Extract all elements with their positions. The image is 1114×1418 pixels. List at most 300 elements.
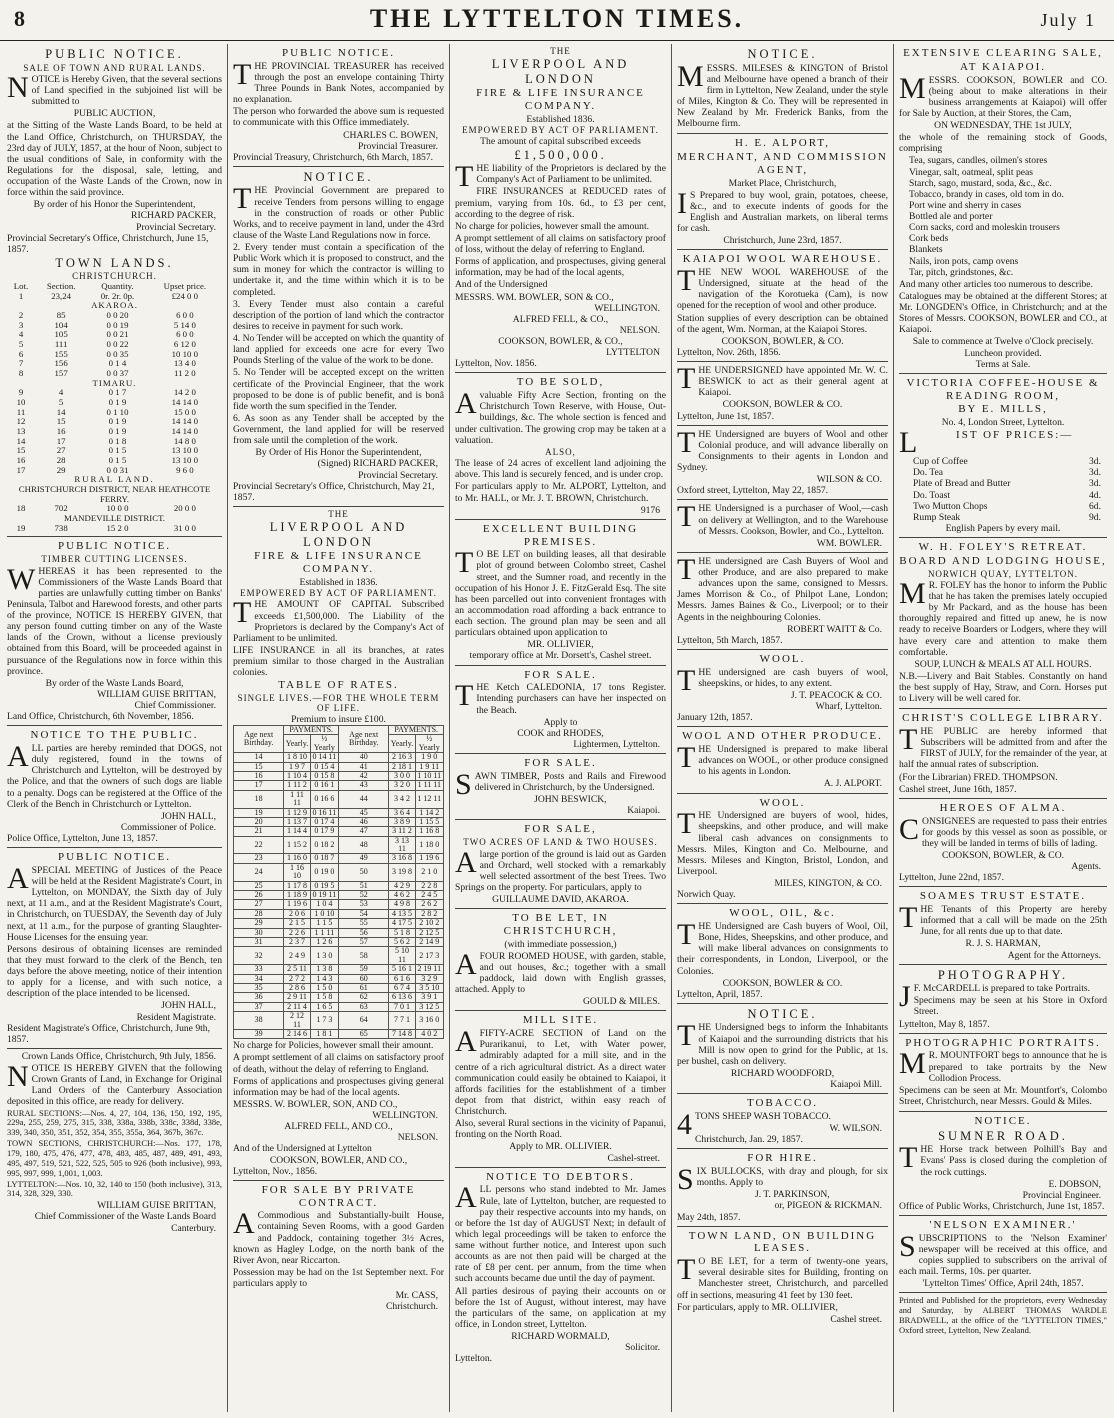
table-cell: 0 0 35 [106,348,129,359]
lyttelton-sections: LYTTELTON:—Nos. 10, 32, 140 to 150 (both inclusive), 313, 314, 328, 329, 330. [7,1178,222,1199]
lots-header: Lot. Section. Quantity. Upset price. [13,280,207,291]
table-cell: 2 7 2 [284,974,310,983]
table-cell: 4 [18,329,24,340]
page-number: 8 [14,6,25,31]
table-cell: 14 14 0 [171,396,199,407]
ad-body: THE Undersigned are buyers of wool, hides, sheepskins, and other produce, and will make liberal cash advances on consignments to Messrs. Miles, Kington and Co. Melbourne, and Messrs. Mileses and Kington, Bristol, London, and Liverpool. [677,807,888,877]
christchurch-heading: CHRISTCHURCH. [72,271,157,282]
table-cell: 2 8 2 [415,909,443,918]
ad-body: THE PUBLIC are hereby informed that Subscribers will be admitted from and after the FIRST of JULY, for the remainder of the year, at half the annual rates of subscription. [899,723,1107,771]
ad-agent-place: NELSON. [397,1132,438,1144]
ad-date: Oxford street, Lyttelton, May 22, 1857. [677,485,829,497]
drop-cap: T [899,723,918,757]
ad-body-2: the whole of the remaining stock of Goods, comprising [899,132,1107,155]
table-cell: 1 8 1 [310,1029,338,1038]
ad-body: 4 TONS SHEEP WASH TOBACCO. [677,1107,831,1141]
ad-signer: WM. BOWLER. [816,537,882,549]
table-cell: 29 [234,919,284,928]
drop-cap: A [7,861,29,895]
table-cell: 10 [16,396,26,407]
ad-also: ALSO, [545,446,576,457]
drop-cap: S [455,767,472,801]
price-row [899,501,1107,512]
ad-body-2: For particulars, apply to MR. OLLIVIER, [677,1301,838,1313]
ad-beswick-agent [677,362,888,426]
price-row [899,467,1107,478]
table-cell: 5 1 8 [389,928,415,937]
ad-date: January 12th, 1857. [677,712,753,724]
table-cell: 3 [18,319,24,330]
table-cell: 2 14 9 [415,937,443,946]
table-cell: 6 [18,348,24,359]
table-cell: 1 3 0 [310,947,338,965]
ad-signer-title: Resident Magistrate. [136,1011,216,1023]
ad-place: Market Place, Christchurch, [728,177,837,189]
price-item: Two Mutton Chops [913,500,988,512]
table-cell: 1 5 0 [310,983,338,992]
drop-cap: T [677,807,696,841]
table-row [234,947,444,965]
ad-body: NOTICE is Hereby Given, that the several sections of Land specified in the subjoined list will be submitted to [7,70,222,108]
ad-body: THE undersigned are cash buyers of wool, sheepskins, or hides, to any extent. [677,663,888,697]
table-cell: 6 0 0 [176,309,194,320]
drop-cap: N [7,1060,29,1094]
ad-signer: GOULD & MILES. [582,996,660,1008]
ad-body-2: Specimens can be seen at Mr. Mountfort's, Colombo Street, Christchurch, near Messrs. Gould & Miles. [899,1084,1107,1107]
ad-body: THE NEW WOOL WAREHOUSE of the Undersigned, situate at the head of the navigation of the Korotueka (Cam), is now opened for the reception of wool and other produce. [677,264,888,312]
ad-subtitle: TIMBER CUTTING LICENSES. [41,554,188,565]
drop-cap: L [899,426,920,460]
table-cell: 2 11 4 [284,1002,310,1011]
list-item: Port wine and sherry in cases [909,199,1022,211]
ad-office: Office of Public Works, Christchurch, June 1st, 1857. [899,1200,1105,1212]
drop-cap: M [899,576,926,610]
ad-signer: J. T. PARKINSON, [754,1189,830,1201]
table-cell: 36 [234,993,284,1002]
ad-wool-oil [677,904,888,1004]
table-cell: 0 16 6 [310,790,338,808]
ad-body: THE AMOUNT OF CAPITAL Subscribed exceeds £1,500,000. The Liability of the Proprietors is declared by the Company's Act of Parliament to be unlimited. [233,596,444,644]
ad-subtitle: SALE OF TOWN AND RURAL LANDS. [23,62,206,73]
table-cell: 4 13 5 [389,909,415,918]
table-cell: 47 [339,827,389,836]
price-row [899,456,1107,467]
ad-mill-site [455,1011,666,1167]
drop-cap: T [677,1253,696,1287]
lot-row: 1 23,24 0r. 2r. 0p. £24 0 0 [18,290,199,301]
table-cell: 3 6 4 [389,808,415,817]
ad-the: THE [328,508,349,519]
table-cell: 13 4 0 [173,358,196,369]
ad-title: NOTICE. [974,1115,1032,1128]
table-cell: 1 16 0 [284,854,310,863]
ad-agent-place: WELLINGTON. [372,1110,438,1122]
ad-body: M R. MOUNTFORT begs to announce that he is prepared to take portraits by the New Collodion Process. [899,1047,1107,1084]
ad-body: THE Horse track between Polhill's Bay and Evans' Pass is closed during the completion of the rock cuttings. [899,1141,1107,1178]
table-cell: 56 [339,928,389,937]
ad-signer: COOKSON, BOWLER & CO. [722,399,843,411]
table-cell: 2 8 6 [284,983,310,992]
ad-title: WOOL. [759,652,806,665]
ad-signer-title: Agent for the Attorneys. [1007,949,1101,961]
drop-cap: T [677,425,696,459]
price-item: Plate of Bread and Butter [913,478,1011,490]
table-cell: 7 0 1 [389,1002,415,1011]
table-cell: 0 0 20 [106,309,129,320]
table-cell: 6 12 0 [173,338,196,349]
ad-signer: JOHN BESWICK, [534,794,607,806]
table-cell: 0 17 9 [310,827,338,836]
tender-item: 3. Every Tender must also contain a careful description of the portion of land which the contractor desires to receive in payment for such work. [233,298,444,332]
table-row [234,817,444,826]
ad-body-4: Catalogues may be obtained at the different Stores; at Mr. LONGDEN's Office, in Christchurch; and at the Stores of Messrs. COOKSON, BOWLER and CO., at Kaiapoi. [899,290,1107,336]
price-list-title: L IST OF PRICES:— [899,426,1074,460]
ad-date: Cashel street, June 16th, 1857. [899,783,1017,795]
table-cell: 27 [56,445,66,456]
ad-signer: COOKSON, BOWLER, & CO. [941,849,1065,861]
table-cell: 0 0 22 [106,338,129,349]
table-row [234,753,444,762]
rates-header: Age next Birthday. PAYMENTS. Age next Birthday. PAYMENTS. [234,726,444,735]
table-cell: 2 6 2 [415,900,443,909]
ad-ref: 9176 [640,504,660,516]
ad-body: THE Provincial Government are prepared to receive Tenders from persons willing to engage in the construction of roads or other Public Works, and to receive payment in land, under the 43rd clause of the Waste Land Regulations now in force. [233,182,444,241]
drop-cap: T [677,918,696,951]
table-cell: 60 [339,974,389,983]
table-row [234,993,444,1002]
ad-signer: RICHARD WORMALD, [511,1331,610,1342]
table-cell: 13 10 0 [171,454,199,465]
table-cell: 14 8 0 [173,435,196,446]
ad-office: Provincial Secretary's Office, Christchurch, June 15, 1857. [7,232,209,255]
table-cell: 1 15 2 [284,836,310,854]
table-cell: 1 0 4 [310,900,338,909]
rural-land-heading: RURAL LAND. [74,474,155,485]
table-cell: 18 [234,790,284,808]
drop-cap: S [899,1229,916,1263]
ad-agent-place: NELSON. [619,324,660,336]
ad-title: 'NELSON EXAMINER.' [929,1219,1077,1232]
column-1 [2,44,227,1412]
capital-intro: The amount of capital subscribed exceeds [480,135,641,147]
ad-photography [899,965,1107,1034]
imprint [899,1293,1107,1339]
ad-coffee-house [899,374,1107,538]
table-cell: 16 [56,425,66,436]
price-row [899,478,1107,489]
ad-two-acres [455,820,666,909]
table-cell: 14 14 0 [171,416,199,427]
ad-date: May 24th, 1857. [677,1211,741,1223]
ad-body-2: FIRE INSURANCES at REDUCED rates of premium, varying from 10s. 6d., to £3 per cent, according to the degree of risk. [455,186,666,220]
table-cell: 48 [339,836,389,854]
ad-office: Crown Lands Office, Christchurch, 9th July, 1856. [21,1050,216,1062]
table-cell: 1 7 3 [310,1012,338,1030]
ad-title: FOR HIRE. [747,1152,818,1165]
table-cell: 4 0 2 [415,1029,443,1038]
newspaper-title: THE LYTTELTON TIMES. [369,4,745,33]
table-cell: 6 1 6 [389,974,415,983]
ad-body-5: Sale to commence at Twelve o'Clock precisely. [912,336,1094,348]
table-row [234,863,444,881]
ad-office: Police Office, Lyttelton, June 13, 1857. [7,833,158,845]
ad-body-2: (For the Librarian) FRED. THOMPSON. [899,771,1058,783]
ad-body-2: Persons desirous of obtaining licenses are reminded that they must forward to the clerk of the Bench, ten days before the above meeting, notice of their intention to apply for a license, and with such notice, a description of the place intended to be licensed. [7,943,222,1000]
table-cell: 4 9 8 [389,900,415,909]
table-cell: 4 [58,387,64,398]
ad-title: PUBLIC NOTICE. [58,540,171,553]
ad-title: TOWN LAND, ON BUILDING LEASES. [688,1229,877,1255]
table-cell: 0 14 11 [310,753,338,762]
table-cell: 20 [234,817,284,826]
drop-cap: A [455,947,477,981]
ad-body-2: SOUP, LUNCH & MEALS AT ALL HOURS. [914,658,1092,670]
ad-signer: Mr. CASS, [395,1290,438,1302]
ad-body: Avaluable Fifty Acre Section, fronting on the Christchurch Town Reserve, with House, Out-buildings, &c. The whole section is fenced and under cultivation. The growing crop may be taken at a valuation. [455,387,666,446]
price-value: 6d. [1089,500,1101,512]
ad-agent-intro: And of the Undersigned at Lyttelton [233,1143,372,1155]
ad-title: WOOL, OIL, &c. [729,907,836,920]
ad-title: KAIAPOI WOOL WAREHOUSE. [682,253,883,266]
table-cell: 43 [339,781,389,790]
ad-signer-title: Lightermen, Lyttelton. [573,738,660,750]
table-cell: 3 11 2 [389,827,415,836]
table-cell: 2 12 5 [415,928,443,937]
table-cell: 0 1 5 [108,445,127,456]
ad-signer-title: Provincial Treasurer. [358,140,438,152]
rates-table [233,725,444,1039]
ad-signer-title: Chief Commissioner of the Waste Lands Board Canterbury. [34,1211,216,1234]
ad-body: THE Undersigned are Cash buyers of Wool, Oil, Bone, Hides, Sheepskins, and other produce, and will make liberal advances on consignments to their correspondents, in London, Liverpool, or the Colonies. [677,918,888,977]
ad-signer-title: Provincial Secretary. [358,469,438,481]
ad-title: NOTICE. [747,1006,818,1021]
ad-body: THE Ketch CALEDONIA, 17 tons Register. Intending purchasers can have her inspected on the Beach. [455,679,666,716]
table-cell: 5 16 1 [389,965,415,974]
table-cell: 50 [339,863,389,881]
rates-subheader: Yearly. ½ Yearly Yearly. ½ Yearly [234,735,444,753]
ad-body: M R. FOLEY has the honor to inform the Public that he has taken the premises lately occupied by Mr Packard, and as the house has been thoroughly repaired and fitted up anew, he is now ready to receive Boarders or Lodgers, where they will have every care and attention to make them comfortable. [899,576,1107,658]
ad-title: LIVERPOOL AND LONDON [491,57,630,86]
table-cell: 7 14 8 [389,1029,415,1038]
table-cell: 0 0 19 [106,319,129,330]
district-heading: CHRISTCHURCH DISTRICT, NEAR HEATHCOTE FERRY. [18,483,211,504]
ad-body: J F. McCARDELL is prepared to take Portraits. [899,980,1091,1014]
ad-signer-title: temporary office at Mr. Dorsett's, Cashel street. [469,650,652,662]
table-cell: 15 [234,762,284,771]
table-row [234,854,444,863]
ad-title: WOOL AND OTHER PRODUCE. [682,730,883,743]
table-cell: 85 [56,309,66,320]
ad-body: ASPECIAL MEETING of Justices of the Peace will be held at the Resident Magistrate's Court, in Lyttelton, on MONDAY, the Sixth day of July next, at 11 a.m., and at the Resident Magistrate's Court, in Christchurch, on TUESDAY, the Seventh day of July next, at 11 a.m., for the purpose of granting Slaughter-House Licenses for the ensuing year. [7,861,222,943]
ad-alport [677,134,888,250]
table-cell: 15 [16,445,26,456]
ad-signer: COOKSON, BOWLER, & CO. [721,335,844,347]
table-cell: 23 [234,854,284,863]
table-cell: 2 0 6 [284,909,310,918]
table-cell: 1 6 5 [310,1002,338,1011]
drop-cap: M [677,59,704,93]
ad-by-order: By order of his Honor the Superintendent, [33,199,196,211]
table-cell: 58 [339,947,389,965]
ad-body: THE PROVINCIAL TREASURER has received through the post an envelope containing Thirty Three Pounds in Bank Notes, accompanied by no explanation. [233,57,444,106]
drop-cap: 4 [677,1107,692,1141]
table-cell: 17 [16,464,26,475]
table-cell: 1 11 2 [284,781,310,790]
table-cell: 33 [234,965,284,974]
table-cell: 2 1 0 [415,863,443,881]
table-cell: 2 16 3 [389,753,415,762]
table-cell: 21 [234,827,284,836]
table-cell: 24 [234,863,284,881]
drop-cap: S [677,1163,694,1196]
table-cell: 4 6 2 [389,891,415,900]
ad-crown-grants [7,1049,222,1237]
table-cell: 155 [54,348,68,359]
drop-cap: T [677,663,696,697]
table-cell: 1 4 3 [310,974,338,983]
ad-title: EXCELLENT BUILDING PREMISES. [482,522,639,548]
table-cell: 1 16 8 [415,827,443,836]
table-cell: 0 1 9 [108,396,127,407]
ad-title: VICTORIA COFFEE-HOUSE & READING ROOM, [906,376,1100,402]
ad-date: Lyttelton, 5th March, 1857. [677,634,783,646]
drop-cap: A [455,1025,477,1059]
table-cell: 0 1 9 [108,425,127,436]
table-row [234,781,444,790]
column-5 [893,44,1112,1412]
table-cell: 2 [18,309,24,320]
table-cell: 14 [16,435,26,446]
table-row [234,974,444,983]
ad-date: Lyttelton, Nov. 26th, 1856. [677,346,781,358]
table-cell: 1 12 11 [415,790,443,808]
table-cell: 3 0 0 [389,771,415,780]
table-cell: 3 4 2 [389,790,415,808]
ad-apply: Apply to [543,716,578,728]
table-cell: 28 [56,454,66,465]
ad-title: CHRIST'S COLLEGE LIBRARY. [902,712,1104,725]
table-cell: 11 2 0 [174,367,196,378]
ad-title: EXTENSIVE CLEARING SALE, [903,47,1103,59]
drop-cap: T [455,546,474,580]
table-cell: 53 [339,900,389,909]
ad-signer-title: Wharf, Lyttelton. [815,701,882,712]
ad-debtors [455,1168,666,1368]
lot-row: 18 702 10 0 0 20 0 0 [16,503,196,514]
table-cell: 1 18 0 [415,836,443,854]
tender-item: 5. No Tender will be accepted except on the written certificate of the Provincial Engineer, that the work proposed to be done is of public benefit, and is bonâ fide worth the sum specified in the Tender. [233,367,444,412]
drop-cap: T [233,57,252,91]
capital-amount: £1,500,000. [514,147,607,162]
ad-town-land [677,1227,888,1328]
price-value: 3d. [1089,456,1101,468]
akaroa-heading: AKAROA. [91,300,138,311]
ad-title: W. H. FOLEY'S RETREAT. [918,541,1088,553]
table-cell: 2 10 2 [415,919,443,928]
ad-title: PHOTOGRAPHY. [937,967,1069,982]
list-item: Tar, pitch, grindstones, &c. [909,266,1014,278]
ad-subtitle: FIRE & LIFE INSURANCE COMPANY. [254,550,423,576]
table-cell: 5 [58,396,64,407]
ad-insurance-rates [233,507,444,1181]
table-cell: 10 10 0 [171,348,199,359]
ad-body-2: Possession may be had on the 1st September next. For particulars apply to [233,1266,444,1290]
ad-body: CONSIGNEES are requested to pass their entries for goods by this vessel as soon as possible, or they will be landed in terms of bills of lading. [899,812,1107,849]
table-cell: 0 18 7 [310,854,338,863]
ad-body-2: The person who forwarded the above sum is requested to communicate with this Office immediately. [233,106,444,129]
table-cell: 14 14 0 [171,425,199,436]
drop-cap: J [899,980,911,1014]
table-row [234,790,444,808]
ad-subtitle: FIRE & LIFE INSURANCE COMPANY. [476,87,645,113]
table-cell: 2 2 6 [284,928,310,937]
ad-subtitle: AT KAIAPOI. [960,60,1046,73]
ad-body-2: The lease of 24 acres of excellent land adjoining the above. This land is securely fenced, and is under crop. [455,458,666,481]
price-value: 3d. [1089,478,1101,490]
town-sections: TOWN SECTIONS, CHRISTCHURCH:—Nos. 177, 178, 179, 180, 475, 476, 477, 478, 483, 485, 487, 489, 491, 493, 495, 497, 519, 521, 522, 525, 505 to 926 (both inclusive), 993, 995, 997, 999, 1,001, 1,003. [7,1138,222,1178]
table-cell: 1 14 4 [284,827,310,836]
ad-signer: ROBERT WAITT & Co. [787,623,882,635]
table-cell: 4 2 9 [389,881,415,890]
table-cell: 39 [234,1029,284,1038]
ad-to-let [455,909,666,1011]
table-cell: 51 [339,881,389,890]
table-cell: 1 13 7 [284,817,310,826]
table-row [234,891,444,900]
ad-for-hire [677,1149,888,1226]
table-cell: 1 16 10 [284,863,310,881]
table-cell: 0 0 31 [106,464,129,475]
rural-sections: RURAL SECTIONS:—Nos. 4, 27, 104, 136, 150, 192, 195, 229a, 255, 259, 275, 315, 338, 338a, 338b, 338c, 338d, 338e, 339, 340, 350, 351, 352, 354, 355, 355a, 364, 367b, 367c. [7,1107,222,1138]
ad-body-2: at the Sitting of the Waste Lands Board, to be held at the Land Office, Christchurch, on THURSDAY, the 23rd day of JULY, 1857, at the hour of Noon, subject to the usual conditions of Sale, in conformity with the Regulations for the disposal, sale, letting, and occupation of the Waste Lands of the Crown, now in force within the said province. [7,120,222,199]
town-lands-heading: TOWN LANDS. [55,255,174,270]
table-cell: 40 [339,753,389,762]
price-row [899,512,1107,523]
ad-agent: MESSRS. WM. BOWLER, SON & CO., [455,291,614,303]
table-row [234,881,444,890]
ad-date: Lyttelton, April, 1857. [677,988,763,1000]
ad-woodford-mill [677,1004,888,1094]
ad-tobacco [677,1094,888,1149]
ad-signer-title: Cashel street. [830,1313,882,1325]
ad-papers: English Papers by every mail. [945,522,1061,534]
table-cell: 3 2 0 [389,781,415,790]
drop-cap: I [677,186,687,220]
table-cell: 17 [56,435,66,446]
table-cell: 2 4 9 [284,947,310,965]
ad-signer: WILLIAM GUISE BRITTAN, [97,1200,216,1212]
drop-cap: A [7,740,29,774]
table-cell: 9 6 0 [176,464,194,475]
table-cell: 22 [234,836,284,854]
price-item: Do. Toast [913,489,950,501]
table-cell: 0 16 11 [310,808,338,817]
ad-date: Christchurch, June 23rd, 1857. [723,235,842,247]
ad-body: A Commodious and Substantially-built House, containing Seven Rooms, with a good Garden and Paddock, containing together 3½ Acres, known as Hagley Lodge, on the north bank of the River Avon, near Riccarton. [233,1207,444,1266]
price-list [899,456,1107,523]
ad-photographic-portraits [899,1034,1107,1112]
table-cell: 7 7 1 [389,1012,415,1030]
column-2 [227,44,449,1412]
ad-subtitle: MERCHANT, AND COMMISSION AGENT, [677,151,888,176]
ad-subtitle: TWO ACRES OF LAND & TWO HOUSES. [463,837,658,848]
table-cell: 32 [234,947,284,965]
ad-body: I S Prepared to buy wool, grain, potatoes, cheese, &c., and to execute indents of goods for the English and Australian markets, on liberal terms for cash. [677,186,888,234]
ad-signer: W. WILSON. [829,1123,882,1134]
ad-title: LIVERPOOL AND LONDON [269,520,408,549]
ad-waitt [677,553,888,650]
table-cell: 6 13 6 [389,993,415,1002]
